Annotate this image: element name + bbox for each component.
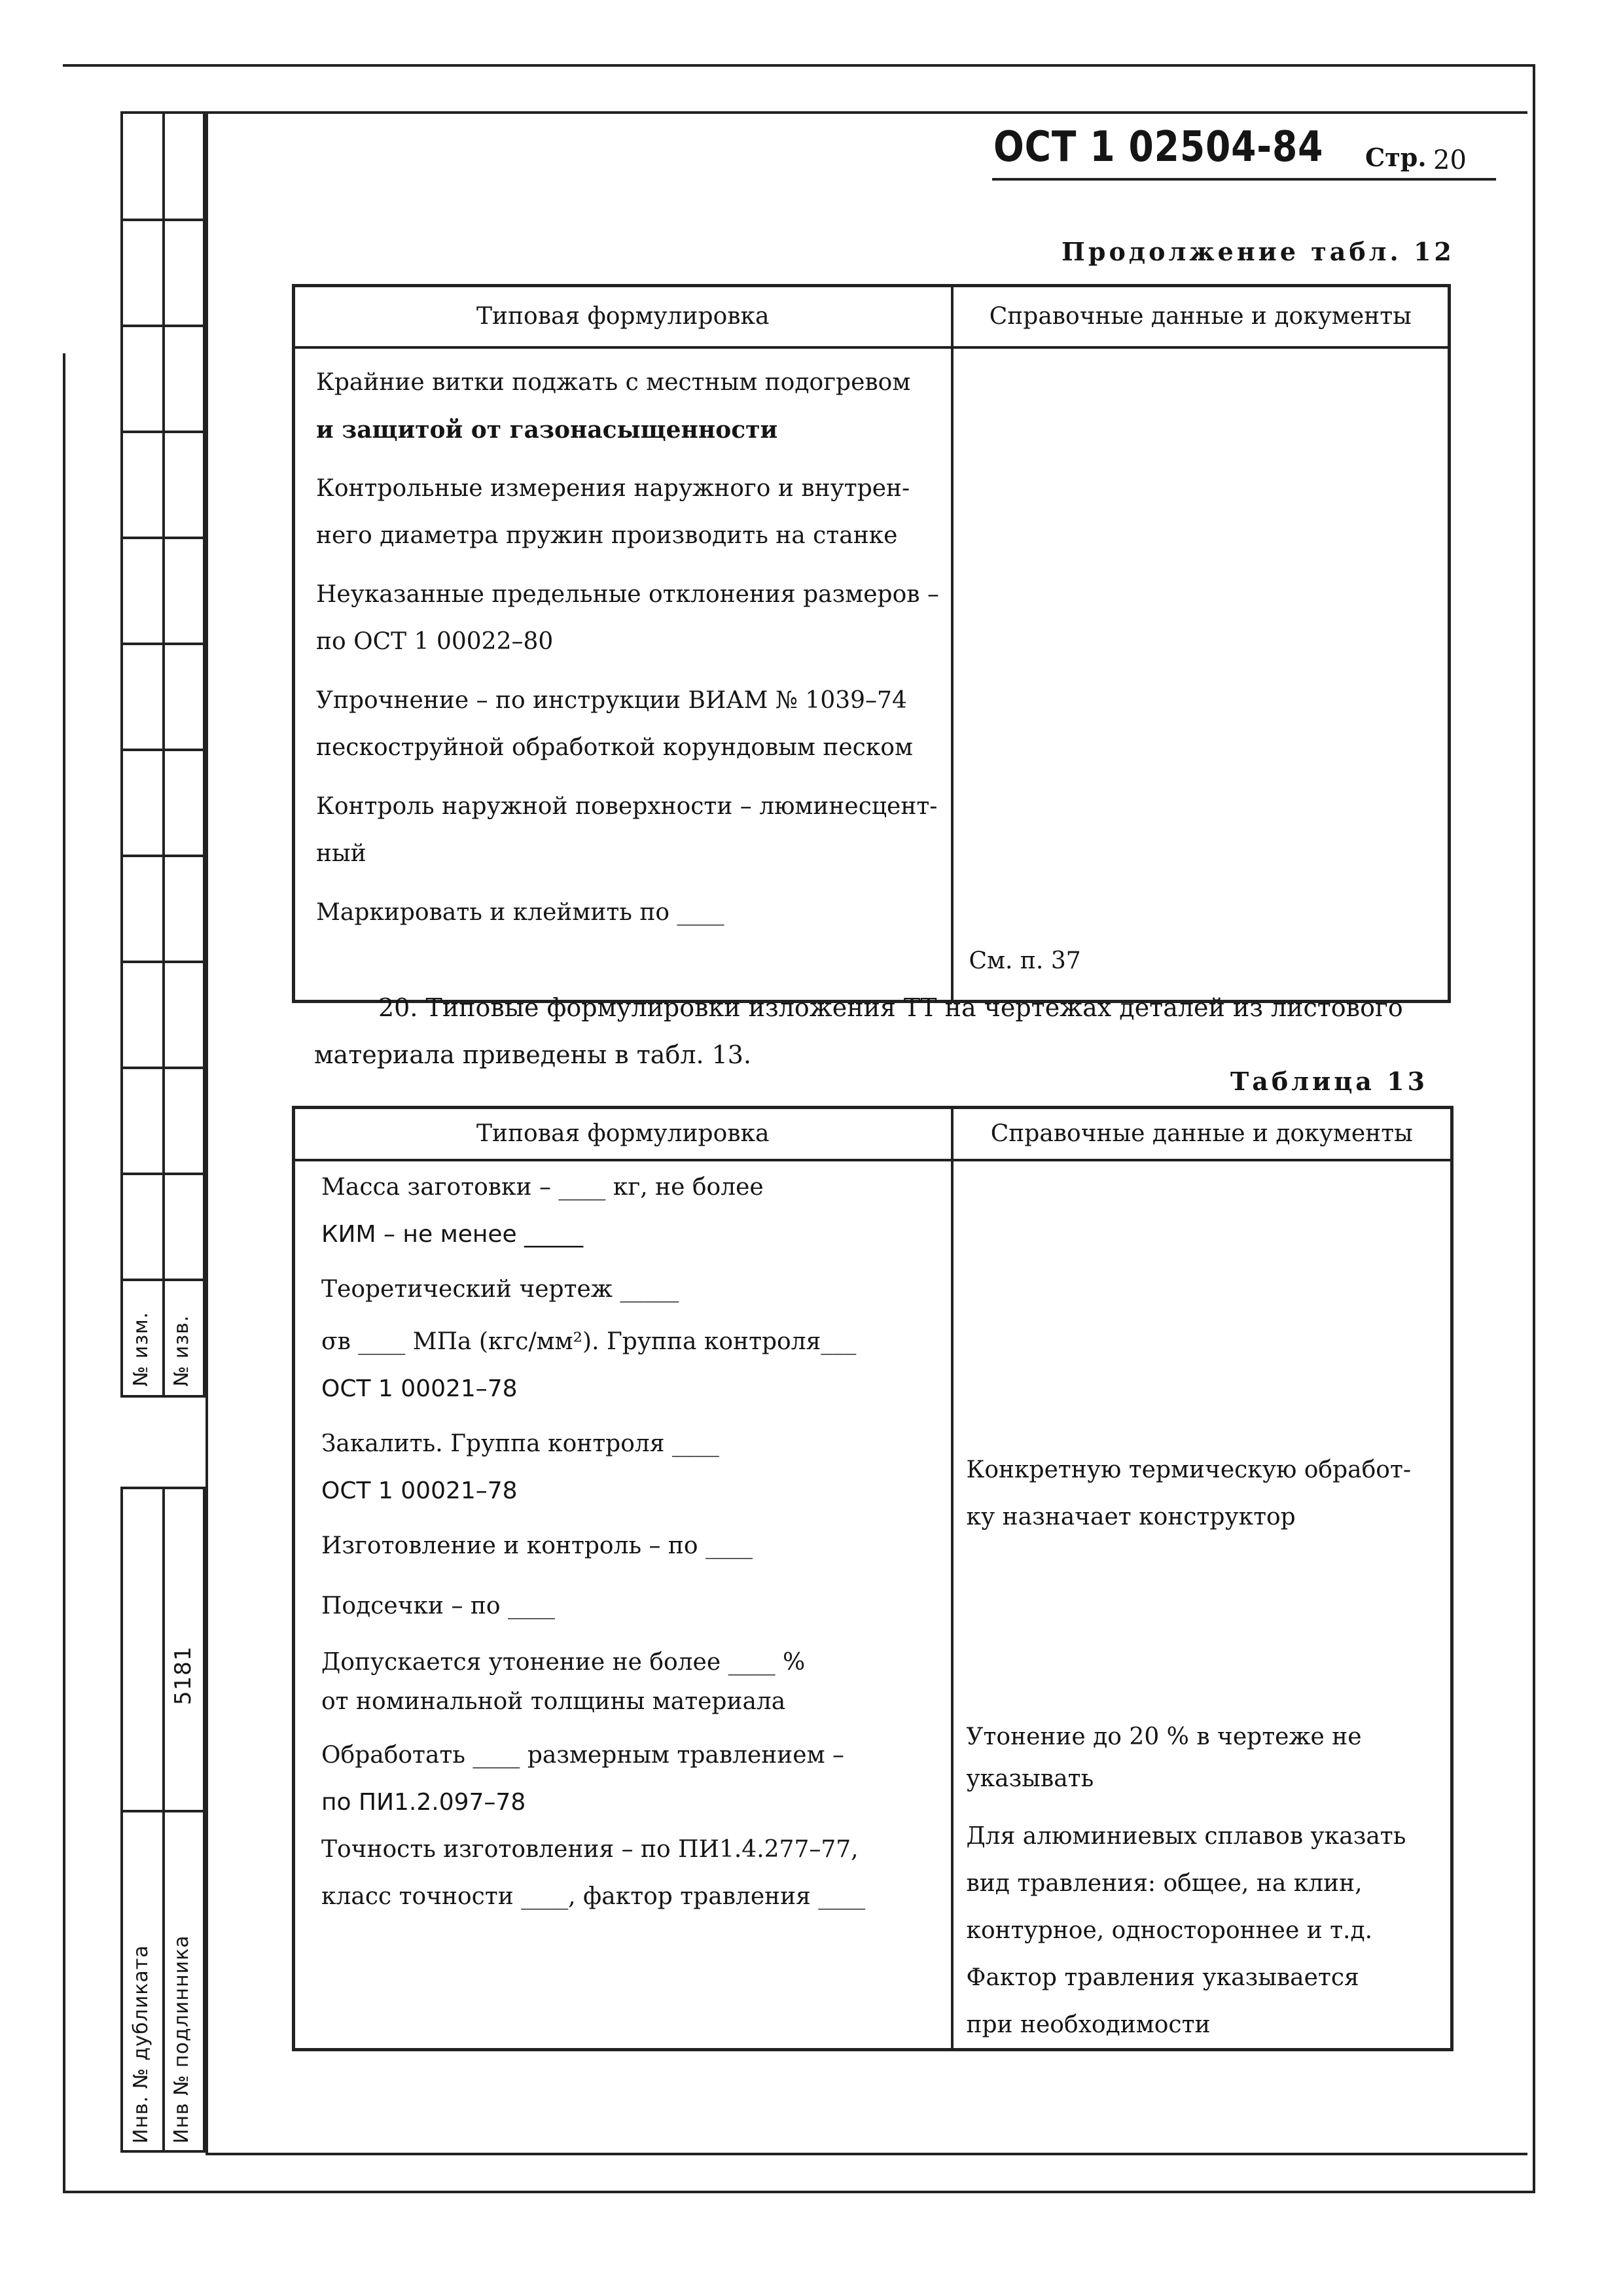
table12-row2-line1: Контрольные измерения наружного и внутрен- — [316, 474, 910, 502]
paragraph-20-line2: материала приведены в табл. 13. — [314, 1040, 752, 1069]
table-13 — [292, 1106, 1454, 2051]
table13-col2-header: Справочные данные и документы — [952, 1108, 1452, 1160]
page-label: Стр. — [1365, 143, 1427, 172]
table12-row3-line2: по ОСТ 1 00022–80 — [316, 627, 554, 655]
frame-left-line — [63, 353, 65, 2192]
table13-row6-line1: Подсечки – по ____ — [321, 1592, 555, 1619]
table13-row4-ref-line2: ку назначает конструктор — [966, 1503, 1296, 1530]
table12-row3-line1: Неуказанные предельные отклонения размеров – — [316, 580, 939, 608]
table13-row — [321, 1421, 951, 1515]
table13-row7-ref-line1: Утонение до 20 % в чертеже не — [966, 1723, 1362, 1750]
table12-row — [316, 889, 951, 936]
table12-row — [316, 783, 951, 877]
table12-row — [316, 677, 951, 771]
no-notice-label: № изв. — [170, 1315, 193, 1386]
table13-row — [321, 1643, 951, 1722]
table12-col2-header: Справочные данные и документы — [952, 286, 1450, 347]
table13-row4-ref — [967, 1447, 1412, 1541]
paragraph-20-line1: 20. Типовые формулировки изложения ТТ на чертежах деталей из листового — [378, 993, 1403, 1022]
table12-row — [316, 359, 951, 453]
table13-row7-line1: Допускается утонение не более ____ % — [321, 1648, 806, 1676]
table12-row1-line1: Крайние витки поджать с местным подогревом — [316, 368, 911, 396]
table13-row7-ref — [967, 1716, 1362, 1800]
change-registration-grid — [120, 111, 205, 1398]
table13-row7-line2: от номинальной толщины материала — [321, 1687, 786, 1715]
no-change-label: № изм. — [130, 1311, 152, 1386]
table13-row8-ref — [967, 1813, 1406, 2049]
table12-row — [316, 465, 951, 559]
content-border-bottom — [205, 2153, 1527, 2155]
document-code: ОСТ 1 02504-84 — [993, 123, 1324, 171]
table13-row7-ref-line2: указывать — [966, 1765, 1094, 1792]
inventory-grid — [120, 1487, 205, 2153]
table13-row8-ref-line5: при необходимости — [966, 2011, 1211, 2038]
table13-row1-line2: КИМ – не менее _____ — [321, 1220, 584, 1248]
table13-row8-ref-line4: Фактор травления указывается — [966, 1964, 1359, 1991]
table12-col1-header: Типовая формулировка — [294, 286, 952, 347]
frame-top-line — [63, 64, 1535, 67]
table13-row8-ref-line3: контурное, одностороннее и т.д. — [966, 1916, 1373, 1944]
table12-row6-line1: Маркировать и клеймить по ____ — [316, 898, 724, 926]
table13-row4-ref-line1: Конкретную термическую обработ- — [966, 1456, 1412, 1483]
table13-row4-line1: Закалить. Группа контроля ____ — [321, 1430, 719, 1457]
table13-row — [321, 1266, 951, 1313]
table12-row5-line1: Контроль наружной поверхности – люминесцент- — [316, 792, 938, 820]
page-number: 20 — [1433, 145, 1467, 175]
table13-row — [321, 1732, 951, 1920]
table13-row — [321, 1523, 951, 1570]
table13-row — [321, 1164, 951, 1258]
table12-row5-line2: ный — [316, 839, 366, 867]
table13-row5-line1: Изготовление и контроль – по ____ — [321, 1532, 753, 1559]
table13-row8-ref-line1: Для алюминиевых сплавов указать — [966, 1822, 1406, 1850]
table13-row8-ref-line2: вид травления: общее, на клин, — [966, 1869, 1363, 1897]
table12-caption: Продолжение табл. 12 — [1061, 237, 1455, 266]
table12-row4-line2: пескоструйной обработкой корундовым песком — [316, 733, 914, 761]
table13-row — [321, 1318, 951, 1413]
original-number: 5181 — [170, 1646, 196, 1705]
table13-col1-header: Типовая формулировка — [294, 1108, 952, 1160]
table13-row3-line1: σв ____ МПа (кгс/мм²). Группа контроля___ — [321, 1328, 857, 1355]
content-border-top — [205, 111, 1527, 114]
table12-row6-ref: См. п. 37 — [969, 947, 1081, 974]
table13-row1-line1: Масса заготовки – ____ кг, не более — [321, 1173, 764, 1201]
frame-bottom-line — [63, 2191, 1535, 2193]
table13-row8-line3: Точность изготовления – по ПИ1.4.277–77, — [321, 1835, 859, 1863]
table12-row4-line1: Упрочнение – по инструкции ВИАМ № 1039–74 — [316, 686, 907, 714]
table13-row8-line1: Обработать ____ размерным травлением – — [321, 1741, 845, 1769]
table13-row8-line2: по ПИ1.2.097–78 — [321, 1788, 526, 1816]
table-12 — [292, 284, 1451, 1003]
table12-row1-line2: и защитой от газонасыщенности — [316, 415, 778, 444]
table13-row — [321, 1583, 951, 1630]
duplicate-inventory-label: Инв. № дубликата — [130, 1945, 152, 2144]
table13-caption: Таблица 13 — [1230, 1067, 1429, 1096]
table12-row2-line2: него диаметра пружин производить на станке — [316, 521, 898, 549]
frame-right-line — [1533, 64, 1535, 2191]
table13-row3-line2: ОСТ 1 00021–78 — [321, 1375, 518, 1402]
original-inventory-label: Инв № подлинника — [170, 1935, 193, 2144]
table13-row8-line4: класс точности ____, фактор травления ____ — [321, 1882, 866, 1910]
content-border-left — [205, 111, 208, 2153]
table12-row — [316, 571, 951, 665]
table13-row4-line2: ОСТ 1 00021–78 — [321, 1477, 518, 1504]
paragraph-20 — [314, 984, 1466, 1078]
table13-row2-line1: Теоретический чертеж _____ — [321, 1275, 679, 1303]
header-underline — [992, 178, 1496, 181]
